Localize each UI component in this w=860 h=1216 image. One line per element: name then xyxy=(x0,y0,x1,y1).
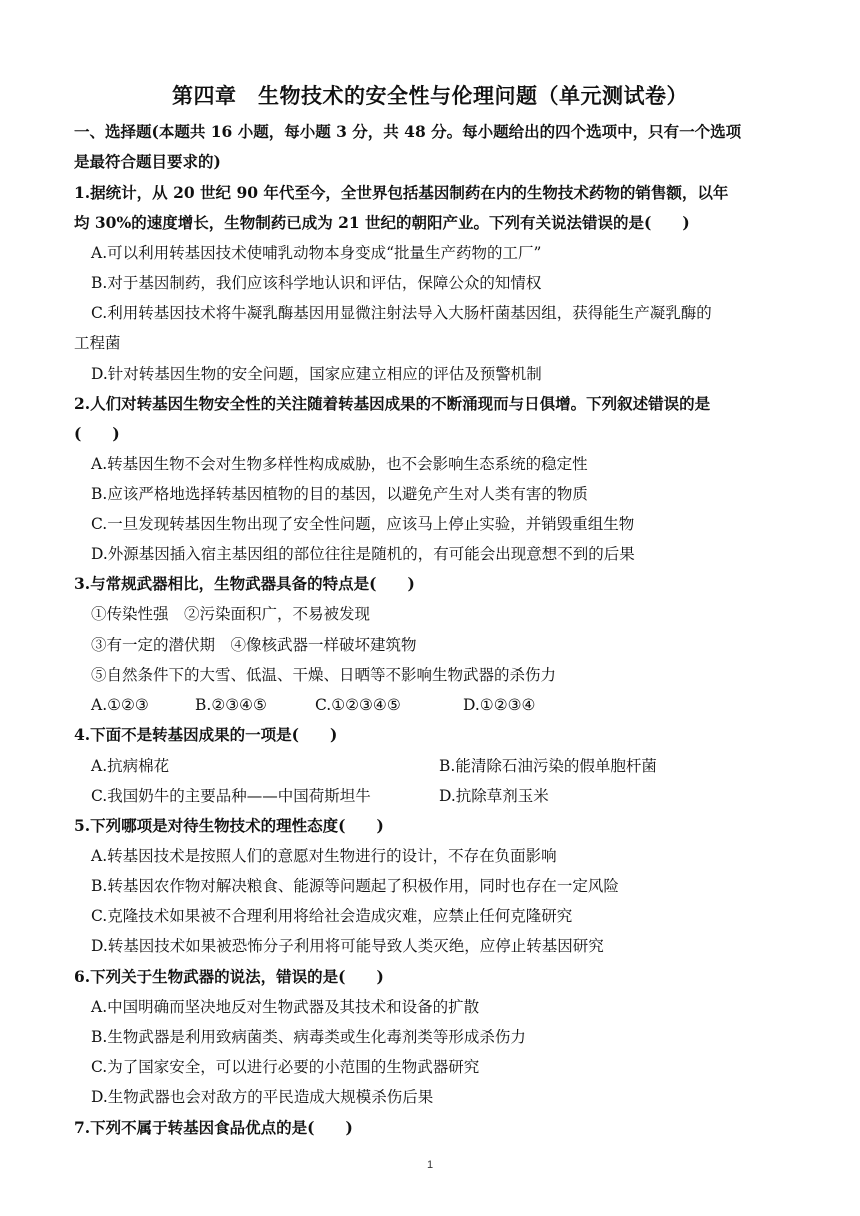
page-number: 1 xyxy=(426,1159,434,1171)
question-2-option-d: D.外源基因插入宿主基因组的部位往往是随机的，有可能会出现意想不到的后果 xyxy=(91,545,635,563)
section-heading-line2: 是最符合题目要求的) xyxy=(74,152,221,171)
question-3-statement-2: ③有一定的潜伏期 ④像核武器一样破坏建筑物 xyxy=(91,636,417,654)
question-6-option-b: B.生物武器是利用致病菌类、病毒类或生化毒剂类等形成杀伤力 xyxy=(91,1028,526,1046)
question-1-option-b: B.对于基因制药，我们应该科学地认识和评估，保障公众的知情权 xyxy=(91,274,542,292)
question-3-option-a: A.①②③ xyxy=(91,696,149,714)
question-2-stem-cont: ( ) xyxy=(74,424,120,443)
question-2-option-c: C.一旦发现转基因生物出现了安全性问题，应该马上停止实验，并销毁重组生物 xyxy=(91,515,635,533)
question-6-option-d: D.生物武器也会对敌方的平民造成大规模杀伤后果 xyxy=(91,1088,434,1106)
question-6-stem: 6.下列关于生物武器的说法，错误的是( ) xyxy=(74,967,384,986)
question-4-option-a: A.抗病棉花 xyxy=(91,757,170,775)
question-1-option-a: A.可以利用转基因技术使哺乳动物本身变成“批量生产药物的工厂” xyxy=(91,244,542,262)
question-1-stem-cont: 均 30%的速度增长，生物制药已成为 21 世纪的朝阳产业。下列有关说法错误的是( ) xyxy=(74,213,690,232)
question-5-option-c: C.克隆技术如果被不合理利用将给社会造成灾难，应禁止任何克隆研究 xyxy=(91,907,573,925)
question-4-option-c: C.我国奶牛的主要品种——中国荷斯坦牛 xyxy=(91,787,371,805)
question-3-option-c: C.①②③④⑤ xyxy=(315,696,401,714)
question-3-statement-1: ①传染性强 ②污染面积广，不易被发现 xyxy=(91,605,371,623)
question-3-stem: 3.与常规武器相比，生物武器具备的特点是( ) xyxy=(74,574,415,593)
section-heading-line1: 一、选择题(本题共 16 小题，每小题 3 分，共 48 分。每小题给出的四个选项中，只有一个选项 xyxy=(74,122,742,141)
question-6-option-c: C.为了国家安全，可以进行必要的小范围的生物武器研究 xyxy=(91,1058,480,1076)
question-1-stem: 1.据统计，从 20 世纪 90 年代至今，全世界包括基因制药在内的生物技术药物的销售额，以年 xyxy=(74,183,729,202)
question-2-option-b: B.应该严格地选择转基因植物的目的基因，以避免产生对人类有害的物质 xyxy=(91,485,588,503)
question-1-option-c-cont: 工程菌 xyxy=(74,334,121,352)
question-2-stem: 2.人们对转基因生物安全性的关注随着转基因成果的不断涌现而与日俱增。下列叙述错误的是 xyxy=(74,394,711,413)
question-3-option-b: B.②③④⑤ xyxy=(195,696,267,714)
question-5-option-b: B.转基因农作物对解决粮食、能源等问题起了积极作用，同时也存在一定风险 xyxy=(91,877,619,895)
question-6-option-a: A.中国明确而坚决地反对生物武器及其技术和设备的扩散 xyxy=(91,998,480,1016)
question-5-option-a: A.转基因技术是按照人们的意愿对生物进行的设计，不存在负面影响 xyxy=(91,847,557,865)
question-2-option-a: A.转基因生物不会对生物多样性构成威胁，也不会影响生态系统的稳定性 xyxy=(91,455,588,473)
question-5-stem: 5.下列哪项是对待生物技术的理性态度( ) xyxy=(74,816,384,835)
question-4-option-d: D.抗除草剂玉米 xyxy=(439,787,549,805)
question-1-option-c: C.利用转基因技术将牛凝乳酶基因用显微注射法导入大肠杆菌基因组，获得能生产凝乳酶的 xyxy=(91,304,712,322)
question-3-option-d: D.①②③④ xyxy=(463,696,536,714)
question-3-statement-3: ⑤自然条件下的大雪、低温、干燥、日晒等不影响生物武器的杀伤力 xyxy=(91,666,557,684)
question-1-option-d: D.针对转基因生物的安全问题，国家应建立相应的评估及预警机制 xyxy=(91,365,542,383)
question-4-option-b: B.能清除石油污染的假单胞杆菌 xyxy=(439,757,657,775)
question-7-stem: 7.下列不属于转基因食品优点的是( ) xyxy=(74,1118,353,1137)
question-5-option-d: D.转基因技术如果被恐怖分子利用将可能导致人类灭绝，应停止转基因研究 xyxy=(91,937,604,955)
page-title: 第四章 生物技术的安全性与伦理问题（单元测试卷） xyxy=(172,84,688,108)
question-4-stem: 4.下面不是转基因成果的一项是( ) xyxy=(74,725,338,744)
